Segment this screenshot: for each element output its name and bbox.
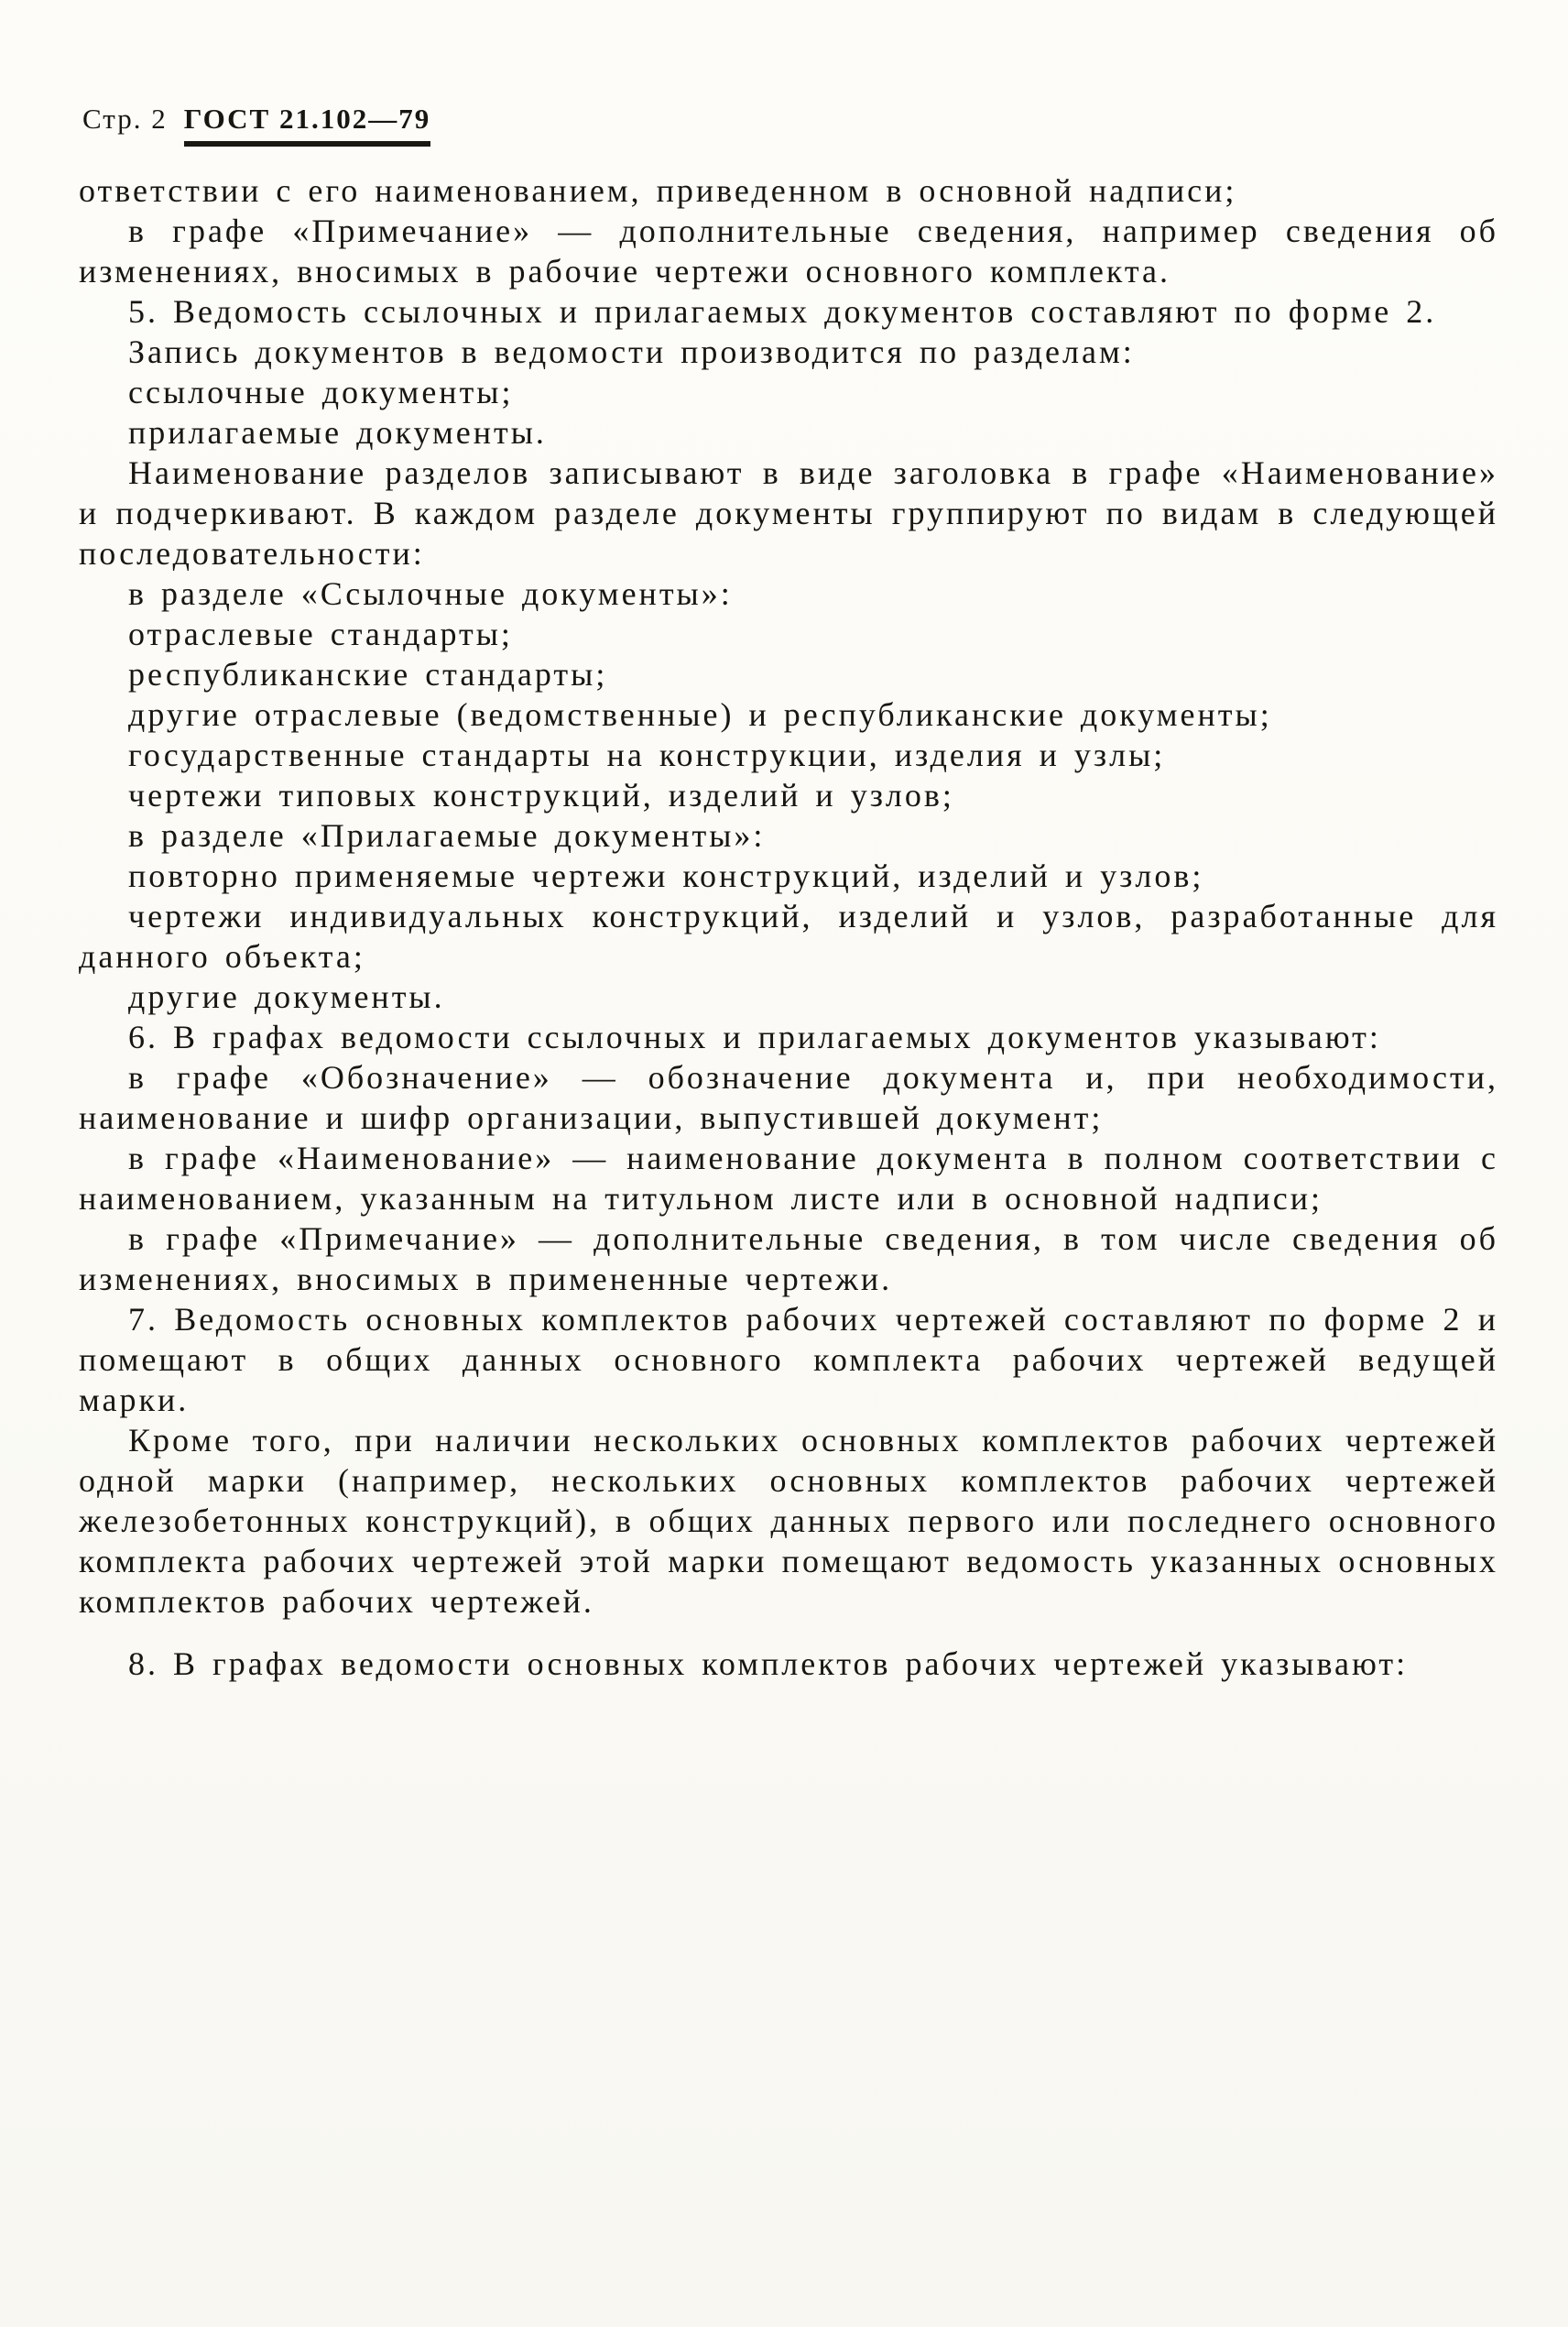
paragraph: в графе «Примечание» — дополнительные сведения, в том числе сведения об изменениях, вносимых в примененные чертежи. — [79, 1220, 1498, 1297]
paragraph: Запись документов в ведомости производится по разделам: — [128, 333, 1135, 370]
paragraph: другие документы. — [128, 978, 445, 1015]
paragraph: прилагаемые документы. — [128, 414, 547, 451]
paragraph: ссылочные документы; — [128, 374, 514, 410]
paragraph: другие отраслевые (ведомственные) и республиканские документы; — [128, 696, 1272, 733]
paragraph: в разделе «Прилагаемые документы»: — [128, 817, 766, 854]
paragraph: 8. В графах ведомости основных комплектов рабочих чертежей указывают: — [128, 1645, 1409, 1682]
paragraph: повторно применяемые чертежи конструкций, изделий и узлов; — [128, 858, 1204, 894]
paragraph: чертежи типовых конструкций, изделий и узлов; — [128, 777, 954, 814]
paragraph: 7. Ведомость основных комплектов рабочих чертежей составляют по форме 2 и помещают в общих данных основного комплекта рабочих чертежей ведущей марки. — [79, 1301, 1498, 1418]
paragraph: Кроме того, при наличии нескольких основных комплектов рабочих чертежей одной марки (например, нескольких основных комплектов рабочих чертежей железобетонных конструкций), в общих данных первого или последнего основного комплекта рабочих чертежей этой марки помещают ведомость указанных основных комплектов рабочих чертежей. — [79, 1422, 1498, 1620]
paragraph: 6. В графах ведомости ссылочных и прилагаемых документов указывают: — [128, 1019, 1381, 1055]
paragraph: ответствии с его наименованием, приведенном в основной надписи; — [79, 172, 1237, 209]
paragraph: в графе «Наименование» — наименование документа в полном соответствии с наименованием, указанным на титульном листе или в основной надписи; — [79, 1140, 1498, 1217]
document-body — [79, 170, 1498, 1684]
paragraph: государственные стандарты на конструкции, изделия и узлы; — [128, 737, 1166, 773]
page-header — [82, 103, 430, 147]
paragraph: в графе «Примечание» — дополнительные сведения, например сведения об изменениях, вносимых в рабочие чертежи основного комплекта. — [79, 213, 1498, 290]
page-number-label: Стр. 2 — [82, 103, 168, 135]
paragraph: 5. Ведомость ссылочных и прилагаемых документов составляют по форме 2. — [128, 293, 1437, 330]
paragraph: Наименование разделов записывают в виде заголовка в графе «Наименование» и подчеркивают. В каждом разделе документы группируют по видам в следующей последовательности: — [79, 454, 1498, 572]
paragraph: в графе «Обозначение» — обозначение документа и, при необходимости, наименование и шифр организации, выпустившей документ; — [79, 1059, 1498, 1136]
paragraph: чертежи индивидуальных конструкций, изделий и узлов, разработанные для данного объекта; — [79, 898, 1498, 975]
paragraph: отраслевые стандарты; — [128, 616, 513, 652]
paragraph: в разделе «Ссылочные документы»: — [128, 575, 733, 612]
document-number: ГОСТ 21.102—79 — [184, 103, 431, 147]
paragraph: республиканские стандарты; — [128, 656, 608, 693]
